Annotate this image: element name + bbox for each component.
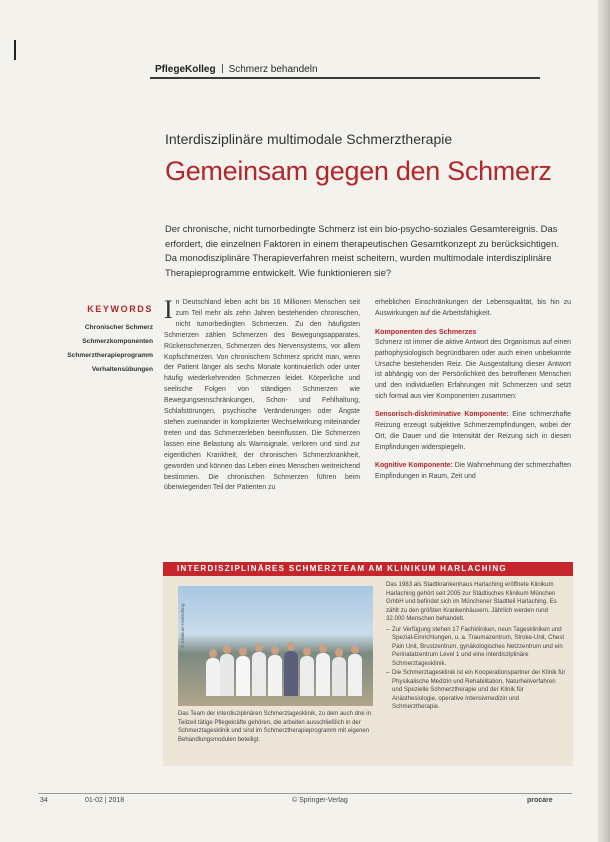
person-figure xyxy=(316,653,330,696)
term-label: Sensorisch-diskriminative Komponente: xyxy=(375,411,509,419)
keywords-title: KEYWORDS xyxy=(87,304,153,314)
fold-mark xyxy=(14,40,16,60)
footer-rule xyxy=(38,793,572,794)
body-column-1 xyxy=(164,295,360,494)
photo-credit: © Klinikum Harlaching xyxy=(180,603,185,648)
dropcap: I xyxy=(164,295,173,324)
term-label: Kognitive Komponente: xyxy=(375,461,453,469)
keyword-item: Schmerzkomponenten xyxy=(82,338,153,345)
person-figure xyxy=(236,656,250,696)
person-figure xyxy=(348,654,362,696)
body-paragraph: Schmerz ist immer die aktive Antwort des Organismus auf einen pathophysiologisch begründbaren oder auch einen unbekannte Ursache bestehenden Reiz. Die Ausgestaltung dieser Antwort ist abhängig von der Persönlichkeit des betroffenen Menschen und den individuellen Erfahrungen mit Schmerzen und setzt sich formal aus vier Komponenten zusammen: xyxy=(375,338,571,401)
keyword-item: Chronischer Schmerz xyxy=(84,324,153,331)
term-text: Eine schmerzhafte Reizung erzeugt subjektive Schmerzempfindungen, wobei der Ort, die Dauer und die Intensität der Reizung sich in diesen Empfindungen widerspiegeln. xyxy=(375,411,572,451)
keyword-item: Verhaltensübungen xyxy=(91,366,153,373)
publisher: © Springer-Verlag xyxy=(292,797,348,804)
person-figure xyxy=(252,652,266,696)
page-edge-shadow xyxy=(598,0,610,842)
body-text: n Deutschland leben acht bis 16 Millionen Menschen seit zum Teil mehr als zehn Jahren bestehenden chronischen, nicht tumorbedingten Schmerzen. Zu den häufigsten Schmerzen zählen Schmerzen des Bewegungsapparates, Rückenschmerzen, Schmerzen des Nervensystems, vor allem Kopfschmerzen. Von chronischem Schmerz spricht man, wenn der Patient länger als sechs Monate kontinuierlich oder unter häufig wiederkehrenden Schmerzen leidet. Körperliche und seelische Folgen von ständigen Schmerzen wie Bewegungseinschränkungen, Schon- und Fehlhaltung, Schlafstörungen, psychische Veränderungen oder Ängste stehen zueinander in komplizierter Wechselwirkung miteinander treten und das Schmerzerleben beeinflussen. Die Schmerzen lassen eine Belastung als Warnsignale, verloren und sind zur eigentlichen Krankheit, der chronischen Schmerzkrankheit, geworden und können das Leben eines Menschen weitreichend bestimmen. Die chronischen Schmerzen führen beim überwiegenden Teil der Patienten zu xyxy=(164,299,360,492)
body-paragraph xyxy=(375,410,571,454)
person-figure xyxy=(220,654,234,696)
list-item: – Die Schmerztagesklinik ist ein Kooperationspartner der Klinik für Physikalische Medizin und Rehabilitation, Naturheilverfahren und Spezielle Schmerztherapie und der Klinik für Anästhesiologie, operative Intensivmedizin und Schmerztherapie. xyxy=(386,669,566,712)
header-section: Schmerz behandeln xyxy=(228,64,318,75)
person-figure xyxy=(300,656,314,696)
subheading: Komponenten des Schmerzes xyxy=(375,327,477,336)
team-photo xyxy=(178,586,373,706)
info-box-text xyxy=(386,581,566,713)
photo-caption: Das Team der interdisziplinären Schmerztagesklinik, zu dem auch drei in Teilzeit tätige Pflegekräfte gehören, die arbeiten ausschließlich in der Schmerztagesklinik und sind im Schmerztherapieprogramm mit eigenen Behandlungsmodulen beteiligt. xyxy=(178,711,371,743)
header-brand: PflegeKolleg xyxy=(155,64,216,75)
body-paragraph xyxy=(375,461,571,483)
article-kicker: Interdisziplinäre multimodale Schmerztherapie xyxy=(165,131,453,147)
header-separator xyxy=(222,64,223,73)
term-text: Die Wahrnehmung der schmerzhaften Empfindungen in Raum, Zeit und xyxy=(375,461,571,480)
page-number: 34 xyxy=(40,797,48,804)
keyword-item: Schmerztherapieprogramm xyxy=(67,352,153,359)
person-figure xyxy=(332,657,346,696)
info-box-heading: INTERDISZIPLINÄRES SCHMERZTEAM AM KLINIKUM HARLACHING xyxy=(163,562,573,576)
list-item: – Zur Verfügung stehen 17 Fachkliniken, neun Tageskliniken und Spezial-Einrichtungen, u. a. Traumazentrum, Stroke-Unit, Chest Pain Unit, Brustzentrum, gynäkologisches Netzzentrum und ein Perinatalzentrum Level 1 und eine interdisziplinäre Schmerztagesklinik. xyxy=(386,626,566,669)
body-column-2 xyxy=(375,298,571,490)
person-figure xyxy=(284,651,298,696)
magazine-name: procare xyxy=(527,797,553,804)
article-lead: Der chronische, nicht tumorbedingte Schmerz ist ein bio-psycho-soziales Gesamtereignis. Das erfordert, die einzelnen Faktoren in einem therapeutischen Gesamtkonzept zu berücksichtigen. Da monodisziplinäre Therapieverfahren meist scheitern, wurden multimodale interdisziplinäre Therapieprogramme entwickelt. Wie funktionieren sie? xyxy=(165,223,559,278)
issue-date: 01-02 | 2018 xyxy=(85,797,125,804)
body-paragraph: erheblichen Einschränkungen der Lebensqualität, bis hin zu Auswirkungen auf die Arbeitsfähigkeit. xyxy=(375,299,571,317)
article-title: Gemeinsam gegen den Schmerz xyxy=(165,156,552,186)
info-box-intro: Das 1983 als Stadtkrankenhaus Harlaching eröffnete Klinikum Harlaching gehört seit 2005 zur Städtisches Klinikum München GmbH und befindet sich im Münchener Stadtteil Harlaching. Es zählt zu den größten Krankenhäusern. Jährlich werden rund 32.000 Menschen behandelt. xyxy=(386,581,557,622)
header-rule xyxy=(150,77,540,79)
keywords-panel xyxy=(40,304,153,377)
page-header xyxy=(155,64,318,75)
person-figure xyxy=(206,658,220,696)
info-box-list xyxy=(386,626,566,712)
person-figure xyxy=(268,655,282,696)
